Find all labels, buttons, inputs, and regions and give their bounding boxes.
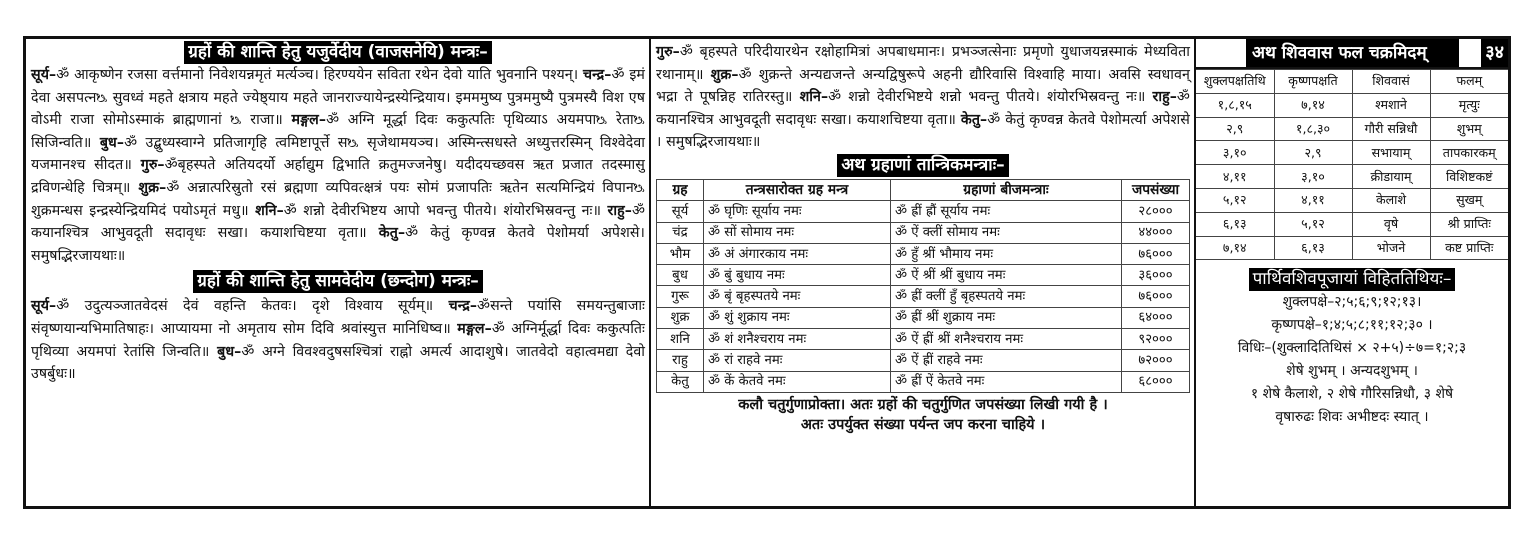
beej-mantra-cell: ॐ ह्रीं क्लीं हुँ बृहस्पतये नमः — [891, 286, 1122, 307]
shukla-tithi-cell: ६,१३ — [1196, 212, 1274, 236]
table-row — [1196, 188, 1508, 212]
graha-cell: राहु — [657, 350, 704, 371]
beej-mantra-cell: ॐ ऐं श्रीं श्रीं बुधाय नमः — [891, 265, 1122, 286]
mantra-text: ॐ अन्नात्परिस्रुतो रसं ब्रह्मणा व्यपिवत्क्षत्रं पयः सोमं प्रजापतिः ऋतेन सत्यमिन्द्रियं विपानᳬ शुक्रमन्धस इन्द्रस्येन्द्रियमिदं पयोऽमृतं मधु॥ — [31, 179, 645, 219]
jap-count-cell: ७२००० — [1122, 350, 1190, 371]
beej-mantra-cell: ॐ ऐं ह्रीं श्रीं शनैश्चराय नमः — [891, 329, 1122, 350]
phal-cell: शुभम् — [1430, 117, 1508, 141]
yajurveda-mantras — [31, 64, 645, 267]
graha-cell: शुक्र — [657, 307, 704, 328]
title-spacer — [1196, 39, 1246, 67]
jap-count-cell: ६८००० — [1122, 371, 1190, 392]
beej-mantra-cell: ॐ ह्रीं श्रीं शुक्राय नमः — [891, 307, 1122, 328]
table-row — [1196, 141, 1508, 165]
jap-count-cell: ७६००० — [1122, 243, 1190, 264]
table-row — [657, 286, 1190, 307]
graha-label-guru: गुरु– — [140, 157, 165, 174]
mantra-text: ॐ आकृष्णेन रजसा वर्त्तमानो निवेशयन्नमृतं मर्त्यञ्च। हिरण्ययेन सविता रथेन देवो याति भुवनानि पश्यन्। — [56, 67, 579, 83]
table-row — [1196, 165, 1508, 189]
graha-cell: बुध — [657, 265, 704, 286]
samaveda-header: ग्रहों की शान्ति हेतु सामवेदीय (छन्दोग) मन्त्रः– — [193, 270, 483, 293]
shivavas-column — [1196, 39, 1508, 506]
column-header-beej-mantra: ग्रहाणां बीजमन्त्राः — [891, 179, 1122, 200]
shivavas-cell: भोजने — [1352, 236, 1430, 260]
mantra-text: ॐ शन्नो देवीरभिष्टये शन्नो भवन्तु पीतये। शंयोरभिस्रवन्तु नः॥ — [828, 89, 1146, 106]
beej-mantra-cell: ॐ ऐं क्लीं सोमाय नमः — [891, 222, 1122, 243]
jap-count-cell: ३६००० — [1122, 265, 1190, 286]
krishna-tithi-cell: ४,११ — [1274, 188, 1352, 212]
beej-mantra-cell: ॐ हुँ श्रीं भौमाय नमः — [891, 243, 1122, 264]
shivavas-title-bar — [1196, 39, 1508, 69]
graha-cell: शनि — [657, 329, 704, 350]
krishna-tithi-cell: ६,१३ — [1274, 236, 1352, 260]
beej-mantra-cell: ॐ ह्रीं ह्रौं सूर्याय नमः — [891, 201, 1122, 222]
table-row — [657, 350, 1190, 371]
beej-mantra-cell: ॐ ह्रीं ऐं केतवे नमः — [891, 371, 1122, 392]
phal-cell: कष्ट प्राप्तिः — [1430, 236, 1508, 260]
phal-cell: सुखम् — [1430, 188, 1508, 212]
krishna-tithi-cell: १,८,३० — [1274, 117, 1352, 141]
graha-label-rahu: राहु– — [1152, 89, 1177, 106]
graha-label-surya: सूर्य– — [31, 298, 57, 315]
page-frame — [23, 36, 1511, 509]
parthiva-line: शेषे शुभम् । अन्यदशुभम् । — [1286, 363, 1418, 380]
table-row — [1196, 212, 1508, 236]
mantra-text: ॐ शन्नो देवीरभिष्टय आपो भवन्तु पीतये। शंयोरभिस्रवन्तु नः॥ — [283, 202, 602, 219]
parthiva-puja-section — [1196, 260, 1508, 429]
shukla-tithi-cell: २,९ — [1196, 117, 1274, 141]
mantra-text: ॐ अग्निर्मूर्द्धा दिवः ककुत्पतिः पृथिव्या अयमपां रेतांसि जिन्वति॥ — [31, 320, 645, 360]
column-header-jap-count: जपसंख्या — [1122, 179, 1190, 200]
table-row — [1196, 93, 1508, 117]
jap-count-cell: ६४००० — [1122, 307, 1190, 328]
shukla-tithi-cell: ७,१४ — [1196, 236, 1274, 260]
samaveda-mantras — [31, 295, 645, 385]
shivavas-title: अथ शिववास फल चक्रमिदम् — [1246, 39, 1459, 67]
table-row — [657, 222, 1190, 243]
beej-mantra-cell: ॐ ऐं ह्रीं राहवे नमः — [891, 350, 1122, 371]
shivavas-cell: सभायाम् — [1352, 141, 1430, 165]
yajurveda-column — [26, 39, 651, 506]
jap-count-note-line-1: कलौ चतुर्गुणाप्रोक्ता। अतः ग्रहों की चतुर्गुणित जपसंख्या लिखी गयी है । — [738, 396, 1108, 413]
mantra-text: ॐ अग्ने विवश्वदुषसश्चित्रां राह्नो अमर्त्य आदाशुषे। जातवेदो वहात्वमद्या देवो उषर्बुधः॥ — [31, 343, 645, 383]
krishna-tithi-cell: ३,१० — [1274, 165, 1352, 189]
graha-cell: गुरू — [657, 286, 704, 307]
jap-count-cell: ७६००० — [1122, 286, 1190, 307]
graha-label-rahu: राहु– — [607, 202, 632, 219]
tantrasar-mantra-cell: ॐ कें केतवे नमः — [704, 371, 891, 392]
tantrasar-mantra-cell: ॐ शुं शुक्राय नमः — [704, 307, 891, 328]
graha-label-shukra: शुक्र– — [138, 179, 167, 196]
graha-label-shani: शनि– — [799, 89, 829, 106]
shivavas-table — [1196, 69, 1508, 260]
graha-label-shani: शनि– — [255, 202, 284, 219]
mantra-text: ॐ केतुं कृण्वन्न केतवे पेशोमर्या अपेशसे। समुषद्भिरजायथाः॥ — [31, 225, 645, 264]
column-header-graha: ग्रह — [657, 179, 704, 200]
shukla-tithi-cell: ३,१० — [1196, 141, 1274, 165]
shukla-tithi-cell: १,८,१५ — [1196, 93, 1274, 117]
column-header-shukla-tithi: शुक्लपक्षतिथि — [1196, 70, 1274, 94]
table-header-row — [657, 179, 1190, 200]
table-row — [657, 329, 1190, 350]
tantrasar-mantra-cell: ॐ बृं बृहस्पतये नमः — [704, 286, 891, 307]
column-header-shivavas: शिववासं — [1352, 70, 1430, 94]
table-header-row — [1196, 70, 1508, 94]
graha-label-budh: बुध– — [217, 343, 242, 360]
graha-label-chandra: चन्द्र– — [583, 67, 612, 83]
table-row — [657, 243, 1190, 264]
tantrasar-mantra-cell: ॐ घृणिः सूर्याय नमः — [704, 201, 891, 222]
shukla-tithi-cell: ५,१२ — [1196, 188, 1274, 212]
shivavas-cell: गौरी सन्निधौ — [1352, 117, 1430, 141]
column-header-krishna-tithi: कृष्णपक्षति — [1274, 70, 1352, 94]
table-row — [657, 201, 1190, 222]
krishna-tithi-cell: २,९ — [1274, 141, 1352, 165]
tantrasar-mantra-cell: ॐ बुं बुधाय नमः — [704, 265, 891, 286]
shivavas-cell: वृषे — [1352, 212, 1430, 236]
jap-count-cell: ४४००० — [1122, 222, 1190, 243]
shivavas-cell: श्मशाने — [1352, 93, 1430, 117]
title-gap — [1459, 39, 1481, 67]
graha-cell: भौम — [657, 243, 704, 264]
mantra-text: ॐसन्ते पयांसि समयन्तुबाजाः संवृष्णयान्यभिमातिषाहः। आप्यायमा नो अमृताय सोम दिवि श्रवांस्युत्त मानिधिष्व॥ — [31, 298, 645, 337]
phal-cell: श्री प्राप्तिः — [1430, 212, 1508, 236]
yajurveda-mantras-continued — [656, 41, 1190, 154]
krishna-tithi-cell: ७,१४ — [1274, 93, 1352, 117]
graha-label-ketu: केतु– — [960, 111, 988, 128]
mantra-text: ॐ शुक्रन्ते अन्यद्यजन्ते अन्यद्विषुरूपे अहनी द्यौरिवासि विश्वाहि माया। अवसि स्वधावन् भद्रा ते पूषन्निह रातिरस्तु॥ — [656, 66, 1190, 106]
tantrasar-mantra-cell: ॐ रां राहवे नमः — [704, 350, 891, 371]
phal-cell: मृत्युः — [1430, 93, 1508, 117]
parthiva-line: वृषारुढः शिवः अभीष्टदः स्यात् । — [1275, 409, 1429, 426]
table-row — [1196, 236, 1508, 260]
jap-count-cell: ९२००० — [1122, 329, 1190, 350]
shivavas-cell: क्रीडायाम् — [1352, 165, 1430, 189]
mantra-text: ॐबृहस्पते अतियदर्यो अर्हाद्युम द्विभाति क्रतुमज्जनेषु। यदीदयच्छवस ऋत प्रजात तदस्मासु द्रविणन्धेहि चित्रम्॥ — [31, 157, 645, 196]
table-row — [657, 307, 1190, 328]
krishna-tithi-cell: ५,१२ — [1274, 212, 1352, 236]
graha-label-guru: गुरु– — [656, 44, 680, 60]
mantra-text: ॐ उदुत्यञ्जातवेदसं देवं वहन्ति केतवः। दृशे विश्वाय सूर्यम्॥ — [56, 298, 434, 315]
mantra-text: ॐ कयानश्चित्र आभुवदूती सदावृधः सखा। कयाशचिष्टया वृता॥ — [31, 202, 645, 242]
page-number: ३४ — [1481, 39, 1508, 67]
phal-cell: विशिष्टकष्टं — [1430, 165, 1508, 189]
shivavas-cell: केलाशे — [1352, 188, 1430, 212]
graha-label-chandra: चन्द्र– — [448, 298, 478, 315]
table-row — [657, 371, 1190, 392]
mantra-text: ॐ बृहस्पते परिदीयारथेन रक्षोहामित्रां अपबाधमानः। प्रभञ्जत्सेनाः प्रमृणो युधाजयन्नस्माकं मेध्यविता रथानाम्॥ — [656, 44, 1190, 83]
column-header-tantrasar-mantra: तन्त्रसारोक्त ग्रह मन्त्र — [704, 179, 891, 200]
graha-label-ketu: केतु– — [378, 225, 406, 242]
jap-count-note-line-2: अतः उपर्युक्त संख्या पर्यन्त जप करना चाहिये । — [800, 416, 1046, 433]
graha-cell: सूर्य — [657, 201, 704, 222]
shukla-tithi-cell: ४,११ — [1196, 165, 1274, 189]
graha-label-mangal: मङ्गल– — [291, 112, 327, 129]
parthiva-line: शुक्लपक्षे–२;५;६;९;१२;१३। — [1282, 294, 1422, 311]
parthiva-puja-header: पार्थिवशिवपूजायां विहिततिथियः– — [1249, 268, 1456, 291]
graha-label-shukra: शुक्र– — [710, 66, 739, 83]
tantrasar-mantra-cell: ॐ शं शनैश्चराय नमः — [704, 329, 891, 350]
parthiva-line: विधिः–(शुक्लादितिथिसं × २+५)÷७=१;२;३ — [1237, 340, 1467, 357]
column-header-phal: फलम् — [1430, 70, 1508, 94]
parthiva-line: कृष्णपक्षे–१;४;५;८;११;१२;३० । — [1271, 317, 1433, 334]
graha-cell: चंद्र — [657, 222, 704, 243]
tantrasar-mantra-cell: ॐ सों सोमाय नमः — [704, 222, 891, 243]
graha-label-budh: बुध– — [99, 134, 125, 151]
mantra-text: ॐ इमं देवा असपत्नᳬ सुवध्वं महते क्षत्राय महते ज्येष्ठ्याय महते जानराज्यायेन्द्रस्येन्द्रियाय। इमममुष्य पुत्रममुष्यै पुत्रमस्यै विश एष वोऽमी राजा सोमोऽस्माकं ब्राह्मणानां ᳬ राजा॥ — [31, 67, 645, 129]
table-row — [1196, 117, 1508, 141]
mantra-text: ॐ केतुं कृण्वन्न केतवे पेशोमर्त्या अपेशसे । समुषद्भिरजायथाः॥ — [656, 111, 1190, 151]
tantrik-column — [651, 39, 1196, 506]
tantrasar-mantra-cell: ॐ अं अंगारकाय नमः — [704, 243, 891, 264]
graha-label-mangal: मङ्गल– — [457, 320, 492, 337]
tantrik-header: अथ ग्रहाणां तान्त्रिकमन्त्राः– — [837, 154, 1008, 177]
parthiva-line: १ शेषे कैलाशे, २ शेषे गौरिसन्निधौ, ३ शेषे — [1250, 386, 1454, 403]
mantra-text: ॐ कयानश्चित्र आभुवदूती सदावृधः सखा। कयाशचिष्टया वृता॥ — [656, 89, 1190, 128]
tantrik-mantra-table — [656, 179, 1190, 393]
yajurveda-header: ग्रहों की शान्ति हेतु यजुर्वेदीय (वाजसनेयि) मन्त्रः– — [184, 41, 491, 64]
mantra-text: ॐ उद्बुध्यस्वाग्ने प्रतिजागृहि त्वमिष्टापूर्त्ते सᳬ सृजेथामयञ्च। अस्मिन्त्सधस्ते अध्युत्तरस्मिन् विश्वेदेवा यजमानश्च सीदत॥ — [31, 134, 645, 174]
jap-count-cell: २८००० — [1122, 201, 1190, 222]
graha-label-surya: सूर्य– — [31, 67, 57, 83]
table-row — [657, 265, 1190, 286]
graha-cell: केतु — [657, 371, 704, 392]
phal-cell: तापकारकम् — [1430, 141, 1508, 165]
mantra-text: ॐ अग्नि मूर्द्धा दिवः ककुत्पतिः पृथिव्याऽ अयमपाᳬ रेताᳬ सिजिन्वति॥ — [31, 112, 645, 151]
